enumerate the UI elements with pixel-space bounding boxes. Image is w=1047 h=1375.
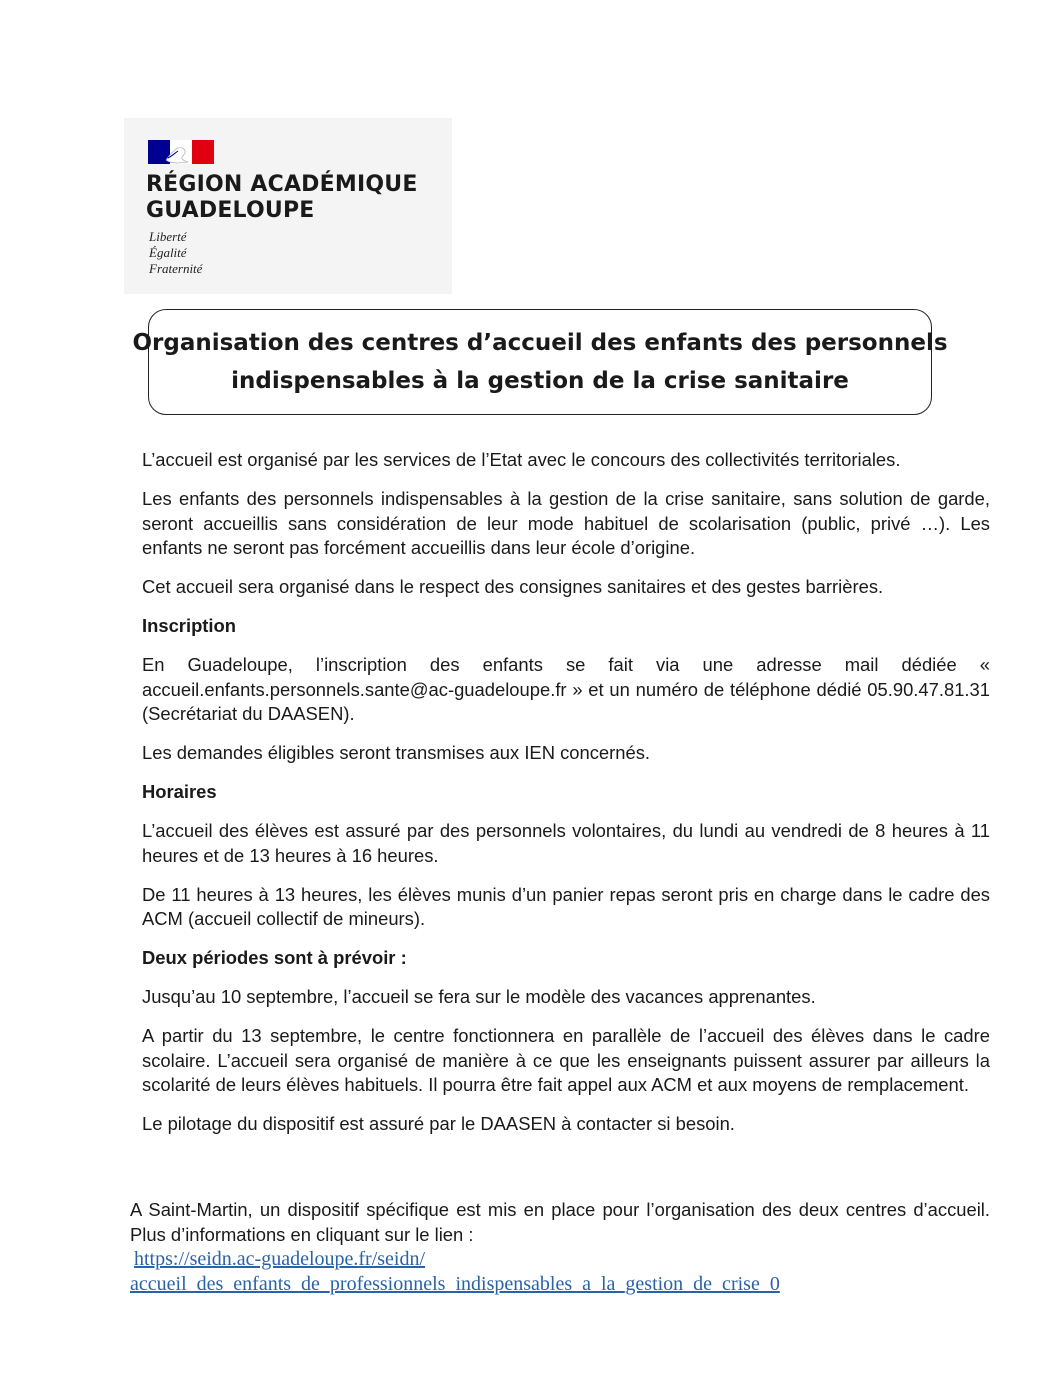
paragraph-enfants: Les enfants des personnels indispensables à la gestion de la crise sanitaire, sans solution de garde, seront accueillis sans considération de leur mode habituel de scolarisation (public, privé …). Les enfants ne seront pas forcément accueillis dans leur école d’origine. xyxy=(142,488,990,558)
saint-martin-link[interactable] xyxy=(130,1247,990,1297)
motto-egalite: Égalité xyxy=(149,245,187,260)
motto xyxy=(149,229,202,277)
org-name xyxy=(146,172,418,224)
paragraph-periode1: Jusqu’au 10 septembre, l’accueil se fera sur le modèle des vacances apprenantes. xyxy=(142,986,816,1007)
heading-inscription: Inscription xyxy=(142,615,237,636)
heading-periodes: Deux périodes sont à prévoir : xyxy=(142,947,407,968)
marianne-flag-logo xyxy=(148,140,214,164)
paragraph-pilotage: Le pilotage du dispositif est assuré par le DAASEN à contacter si besoin. xyxy=(142,1113,735,1134)
document-title-box xyxy=(132,309,948,415)
title-line2: indispensables à la gestion de la crise sanitaire xyxy=(231,368,849,394)
paragraph-midi: De 11 heures à 13 heures, les élèves munis d’un panier repas seront pris en charge dans le cadre des ACM (accueil collectif de mineurs). xyxy=(142,883,990,929)
motto-fraternite: Fraternité xyxy=(149,261,203,276)
paragraph-organisation: L’accueil est organisé par les services de l’Etat avec le concours des collectivités territoriales. xyxy=(142,449,901,470)
link-line2[interactable]: accueil_des_enfants_de_professionnels_indispensables_a_la_gestion_de_crise_0 xyxy=(130,1273,780,1295)
paragraph-consignes: Cet accueil sera organisé dans le respect des consignes sanitaires et des gestes barrières. xyxy=(142,576,884,597)
paragraph-saint-martin: A Saint-Martin, un dispositif spécifique est mis en place pour l’organisation des deux centres d’accueil. Plus d’informations en cliquant sur le lien : xyxy=(130,1199,990,1245)
heading-horaires: Horaires xyxy=(142,781,217,802)
paragraph-inscription: En Guadeloupe, l’inscription des enfants se fait via une adresse mail dédiée « accueil.enfants.personnels.sante@ac-guadeloupe.fr » et un numéro de téléphone dédié 05.90.47.81.31 (Secrétariat du DAASEN). xyxy=(142,654,990,724)
org-name-line1: RÉGION ACADÉMIQUE xyxy=(146,172,418,197)
paragraph-periode2: A partir du 13 septembre, le centre fonctionnera en parallèle de l’accueil des élèves dans le cadre scolaire. L’accueil sera organisé de manière à ce que les enseignants puissent assurer par ailleurs la scolarité de leurs élèves habituels. Il pourra être fait appel aux ACM et aux moyens de remplacement. xyxy=(142,1025,990,1095)
org-name-line2: GUADELOUPE xyxy=(146,198,315,223)
link-line1[interactable]: https://seidn.ac-guadeloupe.fr/seidn/ xyxy=(134,1248,426,1270)
saint-martin-section xyxy=(130,1198,990,1297)
title-line1: Organisation des centres d’accueil des enfants des personnels xyxy=(132,330,948,356)
logo-block xyxy=(124,118,452,294)
paragraph-horaires: L’accueil des élèves est assuré par des personnels volontaires, du lundi au vendredi de 8 heures à 11 heures et de 13 heures à 16 heures. xyxy=(142,820,990,866)
document-body xyxy=(142,448,990,1151)
motto-liberte: Liberté xyxy=(149,229,187,244)
paragraph-demandes: Les demandes éligibles seront transmises aux IEN concernés. xyxy=(142,742,651,763)
